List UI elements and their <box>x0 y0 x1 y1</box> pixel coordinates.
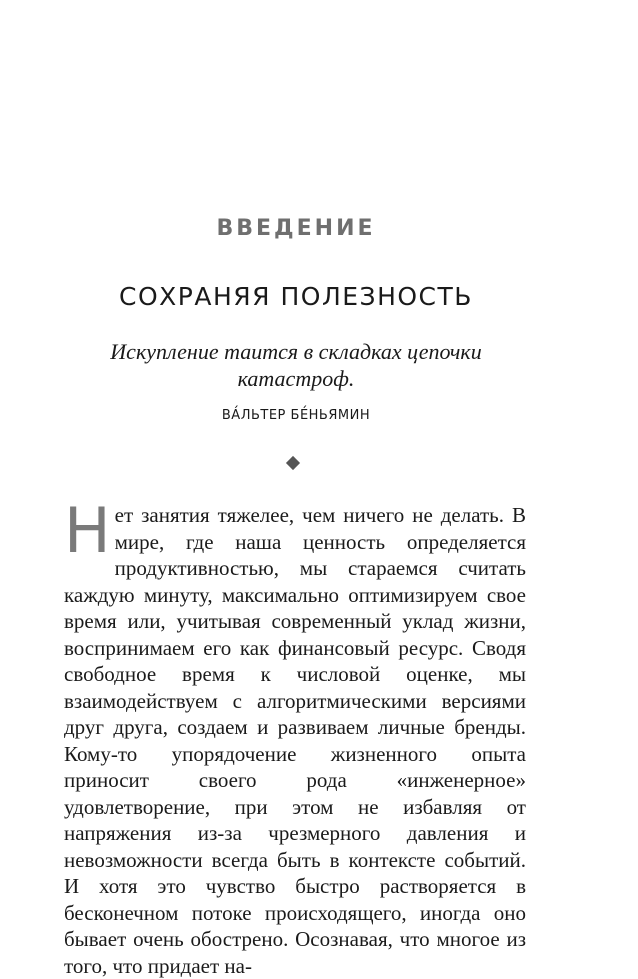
body-paragraph <box>64 494 526 979</box>
chapter-label: ВВЕДЕНИЕ <box>216 216 376 241</box>
drop-cap: Н <box>64 494 111 567</box>
epigraph-author: ВА́ЛЬТЕР БЕ́НЬЯМИН <box>221 408 371 423</box>
epigraph-quote: Искупление таится в складках цепочки катастроф. <box>110 339 482 391</box>
chapter-title: СОХРАНЯЯ ПОЛЕЗНОСТЬ <box>119 282 473 311</box>
diamond-ornament-icon <box>286 456 300 470</box>
body-paragraph-text: ет занятия тяжелее, чем ничего не делать. В мире, где наша ценность определяется продуктивностью, мы стараемся считать каждую минуту, максимально оптимизируем свое время или, учитывая современный уклад жизни, воспринимаем его как финансовый ресурс. Сводя свободное время к числовой оценке, мы взаимодействуем с алгоритмическими версиями друг друга, создаем и развиваем личные бренды. Кому-то упорядочение жизненного опыта приносит своего рода «инженерное» удовлетворение, при этом не избавляя от напряжения из-за чрезмерного давления и невозможности всегда быть в контексте событий. И хотя это чувство быстро растворяется в бесконечном потоке происходящего, иногда оно бывает очень обострено. Осознавая, что многое из того, что придает на- <box>64 503 526 978</box>
